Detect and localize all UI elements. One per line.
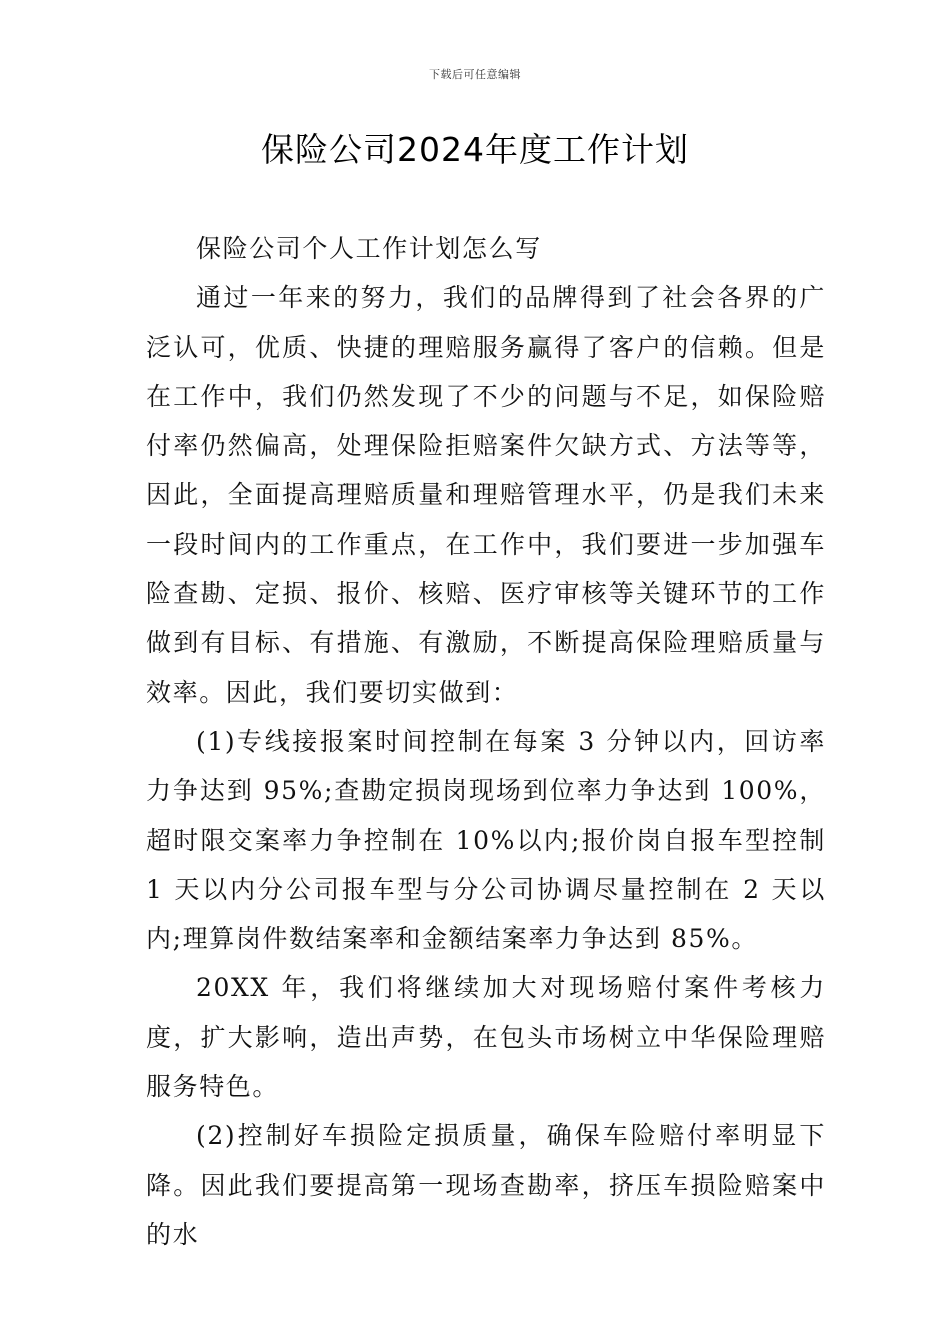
body-paragraph: (2)控制好车损险定损质量，确保车险赔付率明显下降。因此我们要提高第一现场查勘率，挤压车损险赔案中的水 xyxy=(146,1121,826,1249)
body-paragraph: 20XX 年，我们将继续加大对现场赔付案件考核力度，扩大影响，造出声势，在包头市场树立中华保险理赔服务特色。 xyxy=(146,973,826,1102)
subtitle-paragraph: 保险公司个人工作计划怎么写 xyxy=(196,234,542,263)
document-body xyxy=(146,224,826,1259)
body-paragraph: (1)专线接报案时间控制在每案 3 分钟以内，回访率力争达到 95%;查勘定损岗现场到位率力争达到 100%，超时限交案率力争控制在 10%以内;报价岗自报车型控制 1 天以内分公司报车型与分公司协调尽量控制在 2 天以内;理算岗件数结案率和金额结案率力争达到 85%。 xyxy=(146,726,826,954)
header-note: 下载后可任意编辑 xyxy=(429,68,521,81)
document-title: 保险公司2024年度工作计划 xyxy=(261,130,689,169)
body-paragraph: 通过一年来的努力，我们的品牌得到了社会各界的广泛认可，优质、快捷的理赔服务赢得了客户的信赖。但是在工作中，我们仍然发现了不少的问题与不足，如保险赔付率仍然偏高，处理保险拒赔案件欠缺方式、方法等等，因此，全面提高理赔质量和理赔管理水平，仍是我们未来一段时间内的工作重点，在工作中，我们要进一步加强车险查勘、定损、报价、核赔、医疗审核等关键环节的工作做到有目标、有措施、有激励，不断提高保险理赔质量与效率。因此，我们要切实做到： xyxy=(146,283,826,707)
